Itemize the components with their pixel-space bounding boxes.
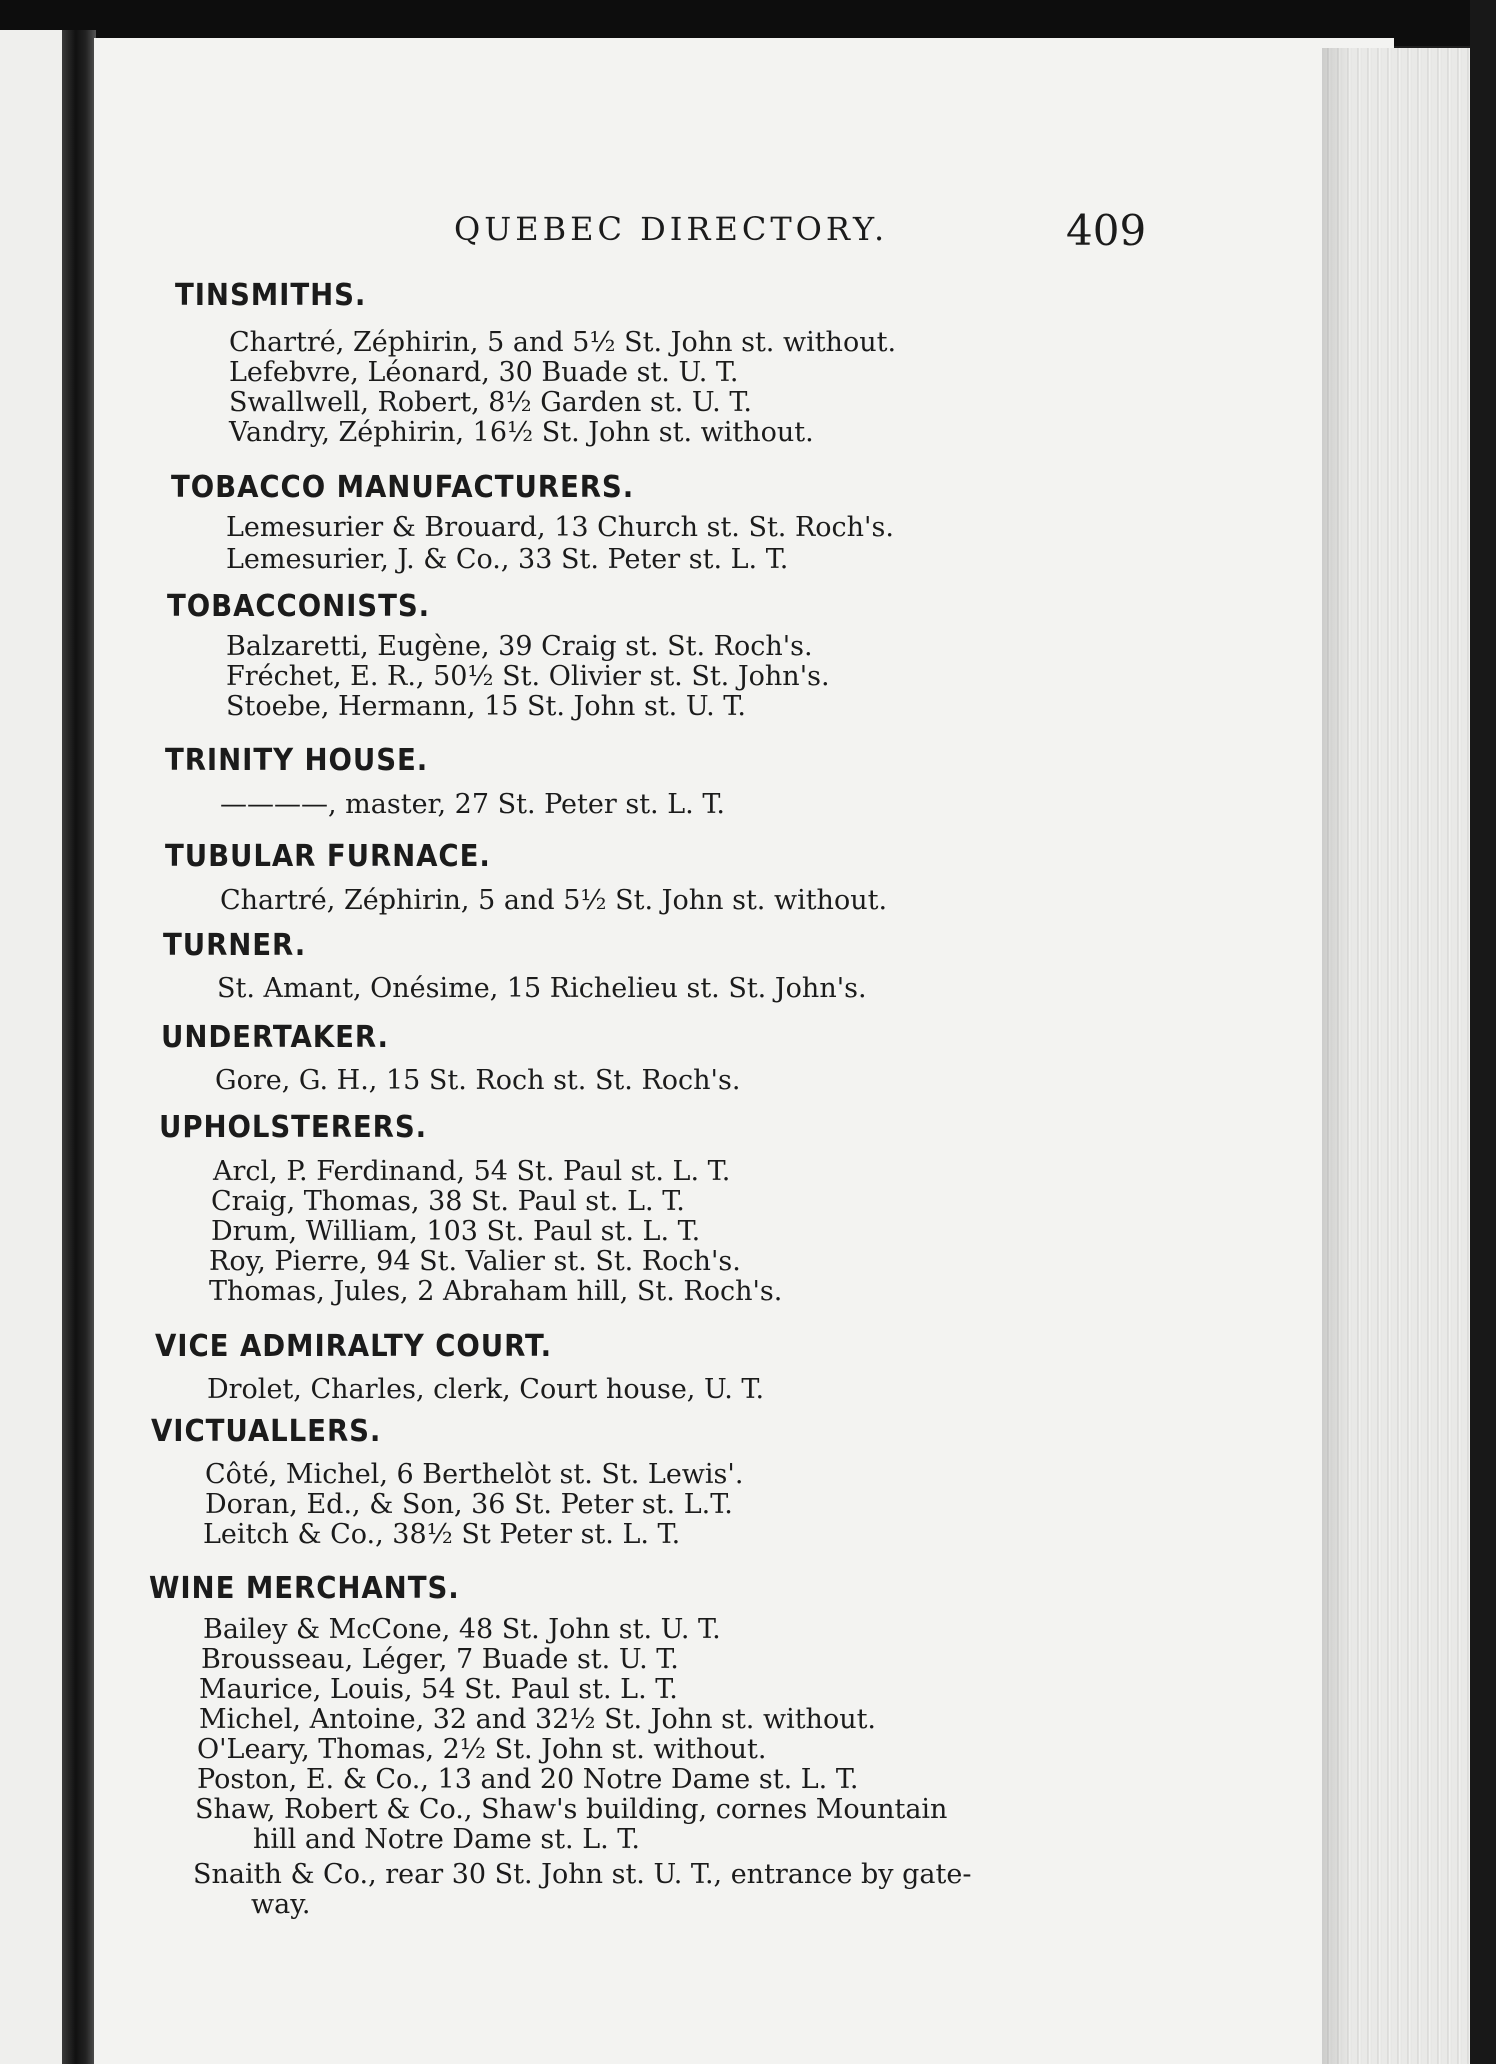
directory-entry: Craig, Thomas, 38 St. Paul st. L. T. <box>211 1186 685 1217</box>
directory-entry: St. Amant, Onésime, 15 Richelieu st. St. John's. <box>217 973 867 1004</box>
directory-entry: Swallwell, Robert, 8½ Garden st. U. T. <box>229 387 752 418</box>
directory-entry: Vandry, Zéphirin, 16½ St. John st. without. <box>229 417 814 448</box>
section-heading: UNDERTAKER. <box>161 1020 389 1055</box>
directory-entry: Bailey & McCone, 48 St. John st. U. T. <box>203 1614 721 1645</box>
section-heading: UPHOLSTERERS. <box>159 1110 428 1145</box>
section-heading: TURNER. <box>163 928 307 963</box>
directory-entry: Leitch & Co., 38½ St Peter st. L. T. <box>203 1519 681 1550</box>
section-heading: VICTUALLERS. <box>151 1414 382 1449</box>
directory-entry: Lefebvre, Léonard, 30 Buade st. U. T. <box>229 357 739 388</box>
directory-entry: Michel, Antoine, 32 and 32½ St. John st. without. <box>199 1704 877 1735</box>
section-heading: TOBACCONISTS. <box>167 589 431 624</box>
page-number: 409 <box>1066 206 1147 255</box>
directory-entry: Gore, G. H., 15 St. Roch st. St. Roch's. <box>215 1065 741 1096</box>
directory-entry: Snaith & Co., rear 30 St. John st. U. T., entrance by gate- <box>193 1859 972 1890</box>
directory-entry: Drolet, Charles, clerk, Court house, U. T. <box>207 1374 765 1405</box>
directory-entry: Poston, E. & Co., 13 and 20 Notre Dame st. L. T. <box>197 1764 859 1795</box>
directory-entry-continuation: way. <box>251 1889 311 1920</box>
section-heading: TUBULAR FURNACE. <box>165 839 491 874</box>
section-heading: TRINITY HOUSE. <box>165 743 429 778</box>
directory-entry-continuation: hill and Notre Dame st. L. T. <box>253 1824 640 1855</box>
section-heading: VICE ADMIRALTY COURT. <box>155 1329 552 1364</box>
directory-entry: Côté, Michel, 6 Berthelòt st. St. Lewis'. <box>205 1459 744 1490</box>
directory-entry: Balzaretti, Eugène, 39 Craig st. St. Roch's. <box>226 631 813 662</box>
directory-entry: Doran, Ed., & Son, 36 St. Peter st. L.T. <box>205 1489 733 1520</box>
section-heading: WINE MERCHANTS. <box>149 1571 460 1606</box>
directory-entry: Maurice, Louis, 54 St. Paul st. L. T. <box>199 1674 678 1705</box>
directory-entry: Thomas, Jules, 2 Abraham hill, St. Roch's. <box>209 1276 783 1307</box>
directory-entry: Lemesurier, J. & Co., 33 St. Peter st. L. T. <box>226 544 789 575</box>
directory-entry: ————, master, 27 St. Peter st. L. T. <box>220 789 725 820</box>
directory-entry: Arcl, P. Ferdinand, 54 St. Paul st. L. T. <box>213 1156 731 1187</box>
directory-entry: Stoebe, Hermann, 15 St. John st. U. T. <box>226 691 746 722</box>
section-heading: TINSMITHS. <box>175 278 367 313</box>
directory-entry: Lemesurier & Brouard, 13 Church st. St. Roch's. <box>226 512 894 543</box>
directory-entry: Shaw, Robert & Co., Shaw's building, cornes Mountain <box>195 1794 948 1825</box>
directory-entry: Fréchet, E. R., 50½ St. Olivier st. St. John's. <box>226 661 830 692</box>
directory-entry: Chartré, Zéphirin, 5 and 5½ St. John st. without. <box>220 885 888 916</box>
section-heading: TOBACCO MANUFACTURERS. <box>171 470 635 505</box>
directory-entry: Chartré, Zéphirin, 5 and 5½ St. John st. without. <box>229 327 897 358</box>
directory-entry: Roy, Pierre, 94 St. Valier st. St. Roch's. <box>209 1246 741 1277</box>
directory-entry: O'Leary, Thomas, 2½ St. John st. without. <box>197 1734 767 1765</box>
running-head: QUEBEC DIRECTORY. <box>454 210 889 248</box>
directory-entry: Brousseau, Léger, 7 Buade st. U. T. <box>201 1644 679 1675</box>
directory-entry: Drum, William, 103 St. Paul st. L. T. <box>211 1216 701 1247</box>
